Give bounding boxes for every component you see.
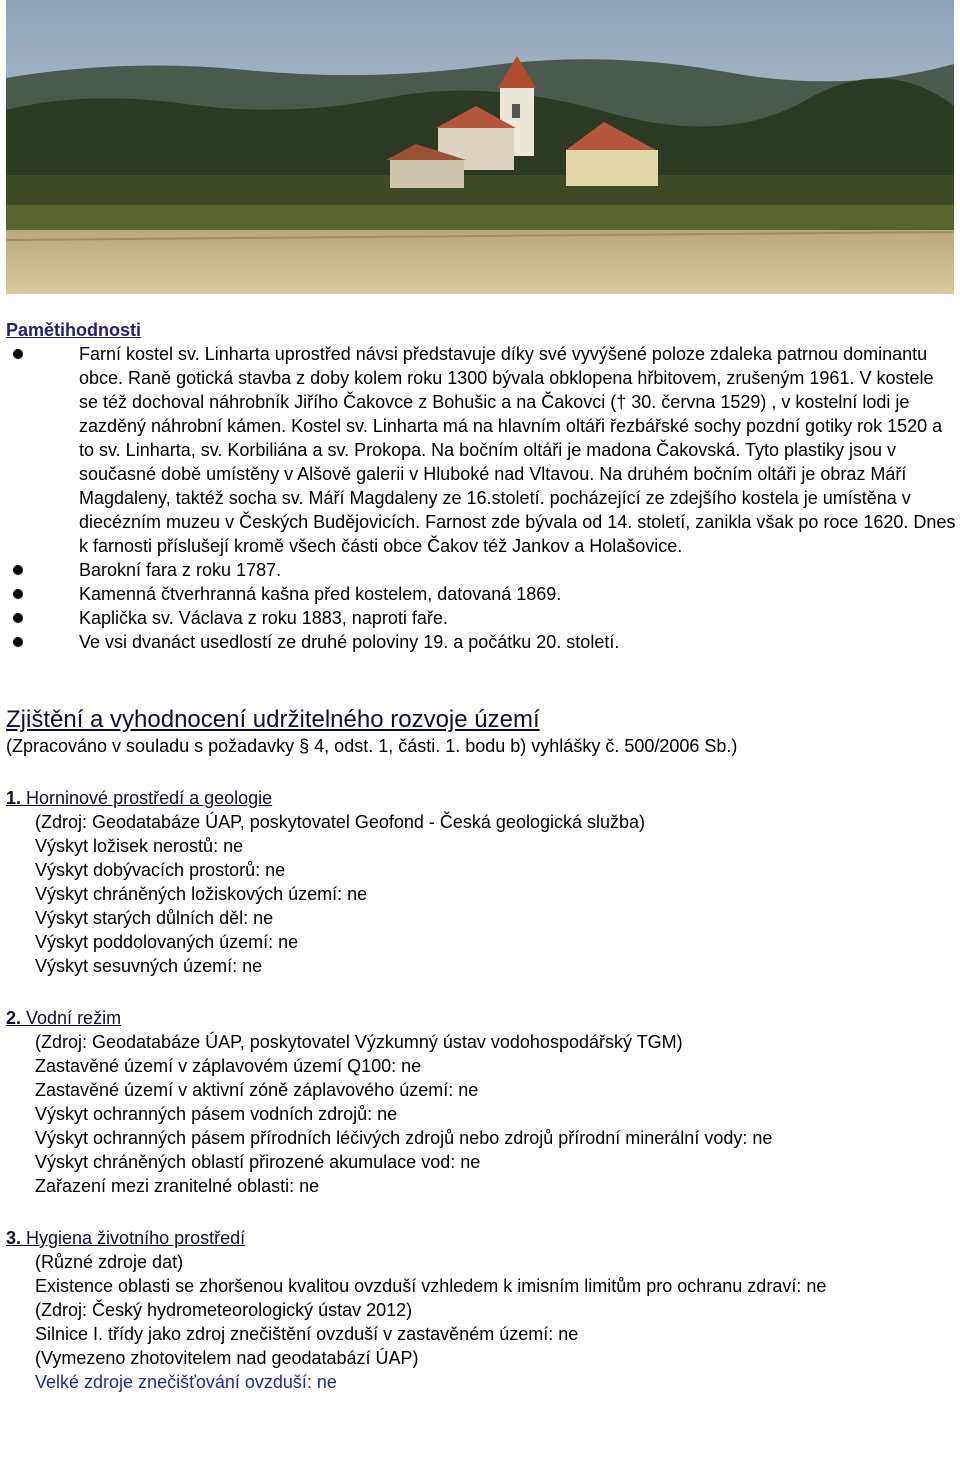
section-line: Výskyt ochranných pásem přírodních léčivých zdrojů nebo zdrojů přírodní minerální vody: ne [35, 1128, 773, 1148]
section-line: Zastavěné území v záplavovém území Q100: ne [35, 1056, 422, 1076]
section-line: Výskyt poddolovaných území: ne [35, 932, 299, 952]
section-line: Výskyt ložisek nerostů: ne [35, 836, 244, 856]
section-water [6, 1006, 956, 1198]
section-line: Výskyt ochranných pásem vodních zdrojů: ne [35, 1104, 398, 1124]
section-geology [6, 786, 956, 978]
section-line: (Různé zdroje dat) [35, 1252, 184, 1272]
assessment-subtitle: (Zpracováno v souladu s požadavky § 4, odst. 1, části. 1. bodu b) vyhlášky č. 500/2006 Sb.) [6, 736, 738, 756]
section-title: 3. Hygiena životního prostředí [6, 1228, 246, 1248]
section-title: 1. Horninové prostředí a geologie [6, 788, 273, 808]
section-hygiene [6, 1226, 956, 1394]
section-line: (Zdroj: Český hydrometeorologický ústav 2012) [35, 1300, 413, 1320]
village-photo [6, 0, 954, 294]
section-line: Zastavěné území v aktivní zóně záplavového území: ne [35, 1080, 479, 1100]
sights-heading: Pamětihodnosti [6, 320, 142, 340]
list-item: Kamenná čtverhranná kašna před kostelem, datovaná 1869. [79, 582, 956, 606]
list-item: Farní kostel sv. Linharta uprostřed návsi představuje díky své vyvýšené poloze zdaleka patrnou dominantu obce. Raně gotická stavba z doby kolem roku 1300 bývala obklopena hřbitovem, zrušeným 1961. V kostele se též dochoval náhrobník Jiřího Čakovce z Bohušic a na Čakovci († 30. června 1529) , v kostelní lodi je zazděný náhrobní kámen. Kostel sv. Linharta má na hlavním oltáři řezbářské sochy pozdní gotiky rok 1520 a to sv. Linharta, sv. Korbiliána a sv. Prokopa. Na bočním oltáři je madona Čakovská. Tyto plastiky jsou v současné době umístěny v Alšově galerii v Hluboké nad Vltavou. Na druhém bočním oltáři je obraz Máří Magdaleny, taktéž socha sv. Máří Magdaleny ze 16.století. pocházející ze zdejšího kostela je umístěna v diecézním muzeu v Českých Budějovicích. Farnost zde bývala od 14. století, zanikla však po roce 1620. Dnes k farnosti příslušejí kromě všech části obce Čakov též Jankov a Holašovice. [79, 344, 956, 556]
section-line: Výskyt chráněných oblastí přirozené akumulace vod: ne [35, 1152, 481, 1172]
assessment-title: Zjištění a vyhodnocení udržitelného rozvoje území [6, 706, 540, 733]
section-line: (Vymezeno zhotovitelem nad geodatabází ÚAP) [35, 1348, 419, 1368]
sights-list [6, 342, 956, 654]
section-line: Výskyt starých důlních děl: ne [35, 908, 274, 928]
section-title: 2. Vodní režim [6, 1008, 122, 1028]
section-line: Velké zdroje znečišťování ovzduší: ne [35, 1372, 337, 1392]
section-line: (Zdroj: Geodatabáze ÚAP, poskytovatel Geofond - Česká geologická služba) [35, 812, 646, 832]
section-line: (Zdroj: Geodatabáze ÚAP, poskytovatel Výzkumný ústav vodohospodářský TGM) [35, 1032, 683, 1052]
section-line: Výskyt dobývacích prostorů: ne [35, 860, 286, 880]
section-line: Zařazení mezi zranitelné oblasti: ne [35, 1176, 320, 1196]
section-line: Výskyt chráněných ložiskových území: ne [35, 884, 368, 904]
section-line: Silnice I. třídy jako zdroj znečištění ovzduší v zastavěném území: ne [35, 1324, 579, 1344]
list-item: Kaplička sv. Václava z roku 1883, naproti faře. [79, 606, 956, 630]
list-item: Barokní fara z roku 1787. [79, 558, 956, 582]
section-line: Výskyt sesuvných území: ne [35, 956, 263, 976]
section-line: Existence oblasti se zhoršenou kvalitou ovzduší vzhledem k imisním limitům pro ochranu zdraví: ne [35, 1276, 827, 1296]
list-item: Ve vsi dvanáct usedlostí ze druhé poloviny 19. a počátku 20. století. [79, 630, 956, 654]
